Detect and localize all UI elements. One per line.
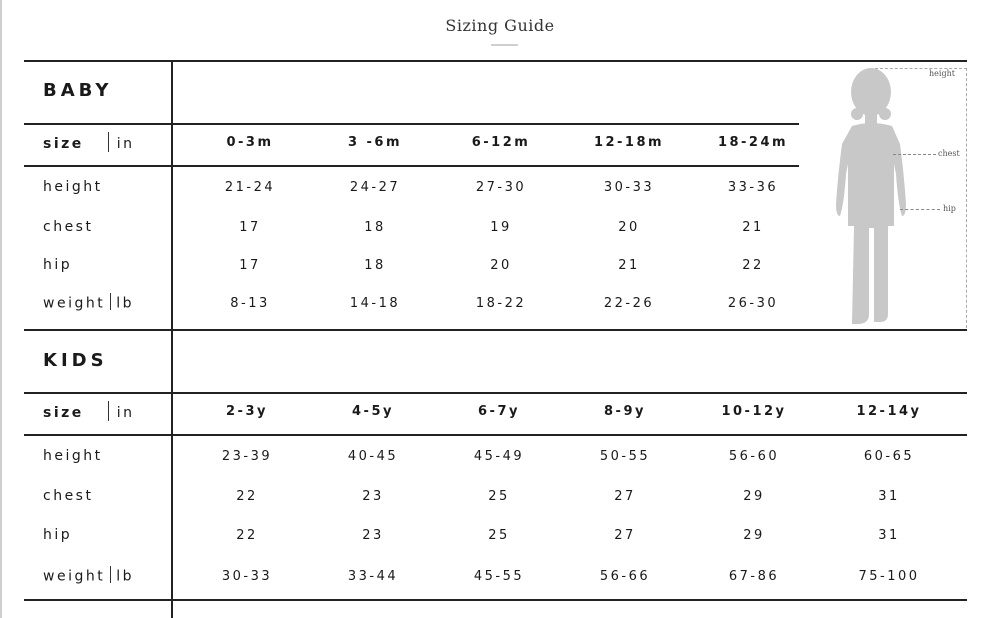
table-cell: 23	[362, 489, 384, 504]
figure-hip-line	[900, 209, 940, 210]
table-cell: 18-22	[475, 296, 527, 311]
table-cell: 45-49	[473, 449, 525, 464]
table-cell: 31	[878, 489, 900, 504]
row-label-height	[43, 179, 103, 195]
table-cell: 17	[239, 220, 261, 235]
table-cell: 22-26	[603, 296, 655, 311]
size-unit: in	[116, 136, 135, 152]
table-cell: 33-36	[727, 180, 779, 195]
size-header: 6-12m	[471, 135, 531, 150]
size-header: 12-18m	[593, 135, 665, 150]
table-cell: 19	[490, 220, 512, 235]
page-title: Sizing Guide	[445, 16, 555, 35]
size-header: 6-7y	[478, 404, 520, 419]
size-header: 8-9y	[604, 404, 646, 419]
table-cell: 25	[488, 528, 510, 543]
unit-separator	[108, 401, 109, 421]
table-cell: 50-55	[599, 449, 651, 464]
page-left-border	[0, 0, 2, 618]
size-header: 10-12y	[721, 404, 787, 419]
table-cell: 23	[362, 528, 384, 543]
divider-baby-bottom	[24, 329, 967, 331]
size-header: 3 -6m	[347, 135, 403, 150]
figure-chest-line	[893, 154, 936, 155]
size-unit: in	[116, 405, 135, 421]
divider-baby-header-top	[24, 123, 799, 125]
table-cell: 56-66	[599, 569, 651, 584]
table-cell: 67-86	[728, 569, 780, 584]
row-label-text: height	[43, 179, 103, 195]
row-label-text: weight	[43, 568, 106, 585]
table-cell: 40-45	[347, 449, 399, 464]
table-cell: 30-33	[221, 569, 273, 584]
table-cell: 29	[743, 489, 765, 504]
figure-label-hip: hip	[943, 204, 956, 213]
row-unit: lb	[116, 568, 134, 585]
table-cell: 21	[618, 258, 640, 273]
table-cell: 27	[614, 528, 636, 543]
size-header: 12-14y	[856, 404, 922, 419]
row-label-text: height	[43, 448, 103, 464]
section-title-baby: BABY	[43, 80, 113, 101]
row-label-hip	[43, 527, 72, 543]
table-cell: 27-30	[475, 180, 527, 195]
table-cell: 22	[742, 258, 764, 273]
table-cell: 23-39	[221, 449, 273, 464]
table-cell: 60-65	[863, 449, 915, 464]
unit-separator	[108, 132, 109, 152]
table-cell: 56-60	[728, 449, 780, 464]
kids-size-label	[43, 403, 135, 423]
table-cell: 33-44	[347, 569, 399, 584]
row-label-weight	[43, 568, 134, 585]
table-cell: 20	[618, 220, 640, 235]
size-text: size	[43, 136, 84, 152]
table-cell: 24-27	[349, 180, 401, 195]
table-cell: 22	[236, 528, 258, 543]
row-label-text: hip	[43, 527, 73, 543]
table-cell: 21-24	[224, 180, 276, 195]
table-cell: 30-33	[603, 180, 655, 195]
row-unit: lb	[116, 295, 134, 312]
unit-separator	[110, 293, 111, 310]
divider-kids-header-top	[24, 392, 967, 394]
table-cell: 21	[742, 220, 764, 235]
row-label-text: chest	[43, 219, 94, 235]
baby-size-label	[43, 134, 135, 154]
row-label-text: chest	[43, 488, 94, 504]
row-label-weight	[43, 295, 134, 312]
table-cell: 14-18	[349, 296, 401, 311]
size-header: 0-3m	[226, 135, 274, 150]
divider-top	[24, 60, 967, 62]
table-cell: 18	[364, 258, 386, 273]
unit-separator	[110, 566, 111, 583]
size-header: 4-5y	[352, 404, 394, 419]
table-cell: 18	[364, 220, 386, 235]
row-label-chest	[43, 488, 93, 504]
divider-kids-bottom	[24, 599, 967, 601]
row-label-height	[43, 448, 103, 464]
row-label-text: weight	[43, 295, 106, 312]
table-cell: 8-13	[230, 296, 270, 311]
table-cell: 20	[490, 258, 512, 273]
section-title-kids: KIDS	[43, 350, 108, 371]
size-header: 2-3y	[226, 404, 268, 419]
row-label-hip	[43, 257, 72, 273]
table-cell: 45-55	[473, 569, 525, 584]
table-cell: 26-30	[727, 296, 779, 311]
table-cell: 29	[743, 528, 765, 543]
divider-baby-header-bottom	[24, 165, 799, 167]
label-column-divider	[171, 60, 173, 618]
figure-label-height: height	[929, 69, 955, 78]
size-header: 18-24m	[717, 135, 789, 150]
table-cell: 75-100	[858, 569, 920, 584]
table-cell: 31	[878, 528, 900, 543]
table-cell: 27	[614, 489, 636, 504]
table-cell: 25	[488, 489, 510, 504]
divider-kids-header-bottom	[24, 434, 967, 436]
child-silhouette-image	[822, 64, 922, 329]
size-text: size	[43, 405, 84, 421]
row-label-chest	[43, 219, 93, 235]
row-label-text: hip	[43, 257, 73, 273]
table-cell: 22	[236, 489, 258, 504]
table-cell: 17	[239, 258, 261, 273]
title-underline	[491, 44, 518, 46]
figure-label-chest: chest	[938, 149, 960, 158]
